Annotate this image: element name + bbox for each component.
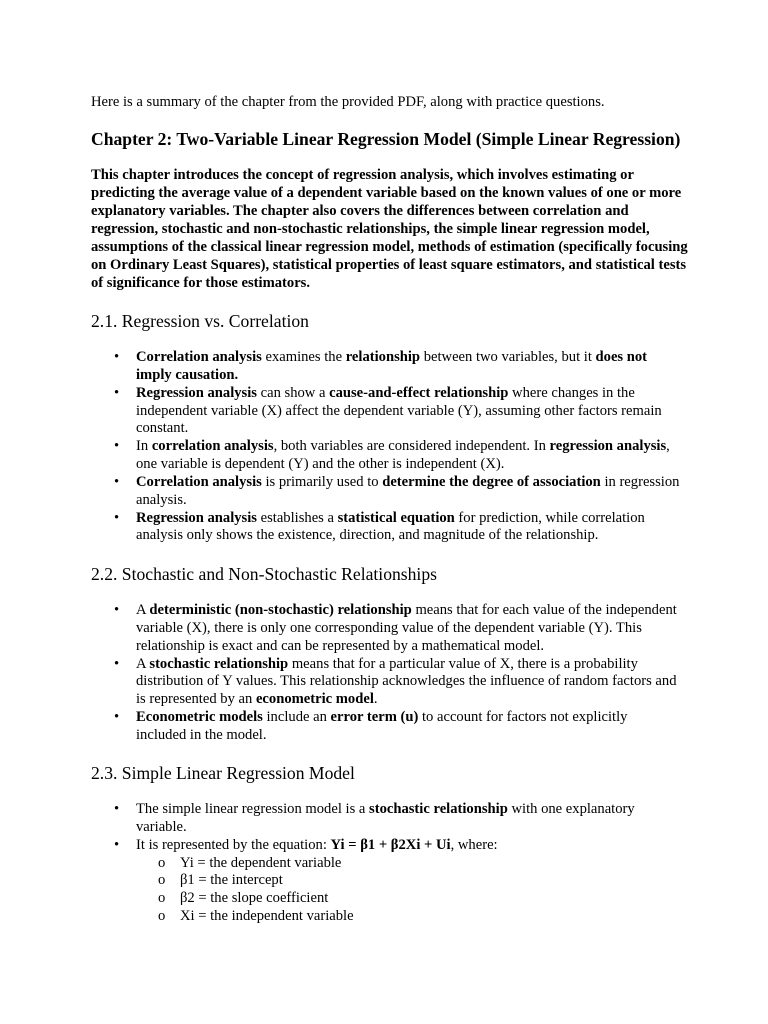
bold-text: stochastic relationship	[369, 801, 508, 817]
bold-text: Regression analysis	[136, 384, 257, 401]
bold-text: error term (u)	[330, 709, 419, 726]
sub-list-item: o Yi = the dependent variable	[180, 855, 681, 873]
text: The simple linear regression model is a	[136, 801, 370, 817]
bold-text: statistical equation	[337, 509, 455, 526]
bold-text: Correlation analysis	[136, 349, 262, 365]
text: to account for factors not explicitly included in the model.	[136, 709, 628, 743]
section-2-1-heading: 2.1. Regression vs. Correlation	[91, 311, 309, 331]
bold-text: Regression analysis	[136, 509, 257, 526]
bold-text: does not imply causation.	[136, 349, 648, 383]
bold-text: econometric model	[255, 691, 374, 708]
list-item	[136, 510, 681, 546]
equation-terms-list	[136, 855, 681, 926]
equation: Yi = β1 + β2Xi + Ui	[330, 836, 451, 853]
sub-list-item: o β1 = the intercept	[180, 872, 681, 890]
text: In	[136, 438, 152, 455]
bold-text: relationship	[345, 349, 421, 365]
text: is primarily used to	[261, 473, 383, 490]
list-item	[136, 438, 681, 474]
chapter-summary: This chapter introduces the concept of regression analysis, which involves estimating or predicting the average value of a dependent variable based on the known values of one or more explanatory variables. The chapter also covers the differences between correlation and regression, stochastic and non-stochastic relationships, the simple linear regression model, assumptions of the classical linear regression model, methods of estimation (specifically focusing on Ordinary Least Squares), statistical properties of least square estimators, and statistical tests of significance for those estimators.	[91, 167, 688, 291]
list-item	[136, 385, 681, 439]
text: , where:	[450, 836, 498, 853]
text: examines the	[261, 349, 346, 365]
text: for prediction, while correlation analysis only shows the existence, direction, and magnitude of the relationship.	[136, 509, 645, 544]
text: , one variable is dependent (Y) and the other is independent (X).	[136, 438, 670, 473]
text: include an	[262, 709, 331, 726]
list-item	[136, 602, 681, 656]
text: It is represented by the equation:	[136, 836, 331, 853]
text: between two variables, but it	[420, 349, 596, 365]
bold-text: Econometric models	[136, 709, 263, 726]
text: establishes a	[256, 509, 338, 526]
text: in regression analysis.	[136, 473, 680, 508]
section-2-3-list	[136, 801, 681, 926]
text: , both variables are considered independent. In	[273, 438, 550, 455]
bold-text: cause-and-effect relationship	[329, 384, 509, 401]
list-item	[136, 837, 681, 926]
text: can show a	[256, 384, 330, 401]
chapter-title	[91, 128, 711, 150]
list-item	[136, 349, 681, 385]
list-item	[136, 474, 681, 510]
intro-text: Here is a summary of the chapter from the provided PDF, along with practice questions.	[91, 94, 605, 110]
list-item	[136, 709, 681, 745]
bold-text: regression analysis	[549, 438, 667, 455]
sub-list-item: o Xi = the independent variable	[180, 908, 681, 926]
bold-text: Correlation analysis	[136, 473, 262, 490]
bold-text: deterministic (non-stochastic) relationship	[149, 602, 412, 618]
text: A	[136, 602, 150, 618]
section-2-2-list	[136, 602, 681, 745]
list-item	[136, 801, 681, 837]
bold-text: correlation analysis	[151, 438, 274, 455]
text: means that for a particular value of X, there is a probability distribution of Y values. This relationship acknowledges the influence of random factors and is represented by an	[136, 655, 677, 708]
text: with one explanatory variable.	[136, 801, 635, 835]
bold-text: stochastic relationship	[149, 655, 289, 672]
sub-list-item: o β2 = the slope coefficient	[180, 890, 681, 908]
text: where changes in the independent variable (X) affect the dependent variable (Y), assuming other factors remain constant.	[136, 384, 662, 437]
section-2-3-heading: 2.3. Simple Linear Regression Model	[91, 763, 355, 783]
section-2-1-list	[136, 349, 681, 545]
text: means that for each value of the independent variable (X), there is only one corresponding value of the dependent variable (Y). This relationship is exact and can be represented by a mathematical model.	[136, 602, 677, 654]
text: .	[373, 691, 378, 708]
section-2-2-heading: 2.2. Stochastic and Non-Stochastic Relationships	[91, 564, 437, 584]
chapter-title-text: Chapter 2: Two-Variable Linear Regression Model (Simple Linear Regression)	[91, 129, 681, 149]
bold-text: determine the degree of association	[382, 473, 601, 490]
list-item	[136, 656, 681, 710]
text: A	[136, 655, 150, 672]
